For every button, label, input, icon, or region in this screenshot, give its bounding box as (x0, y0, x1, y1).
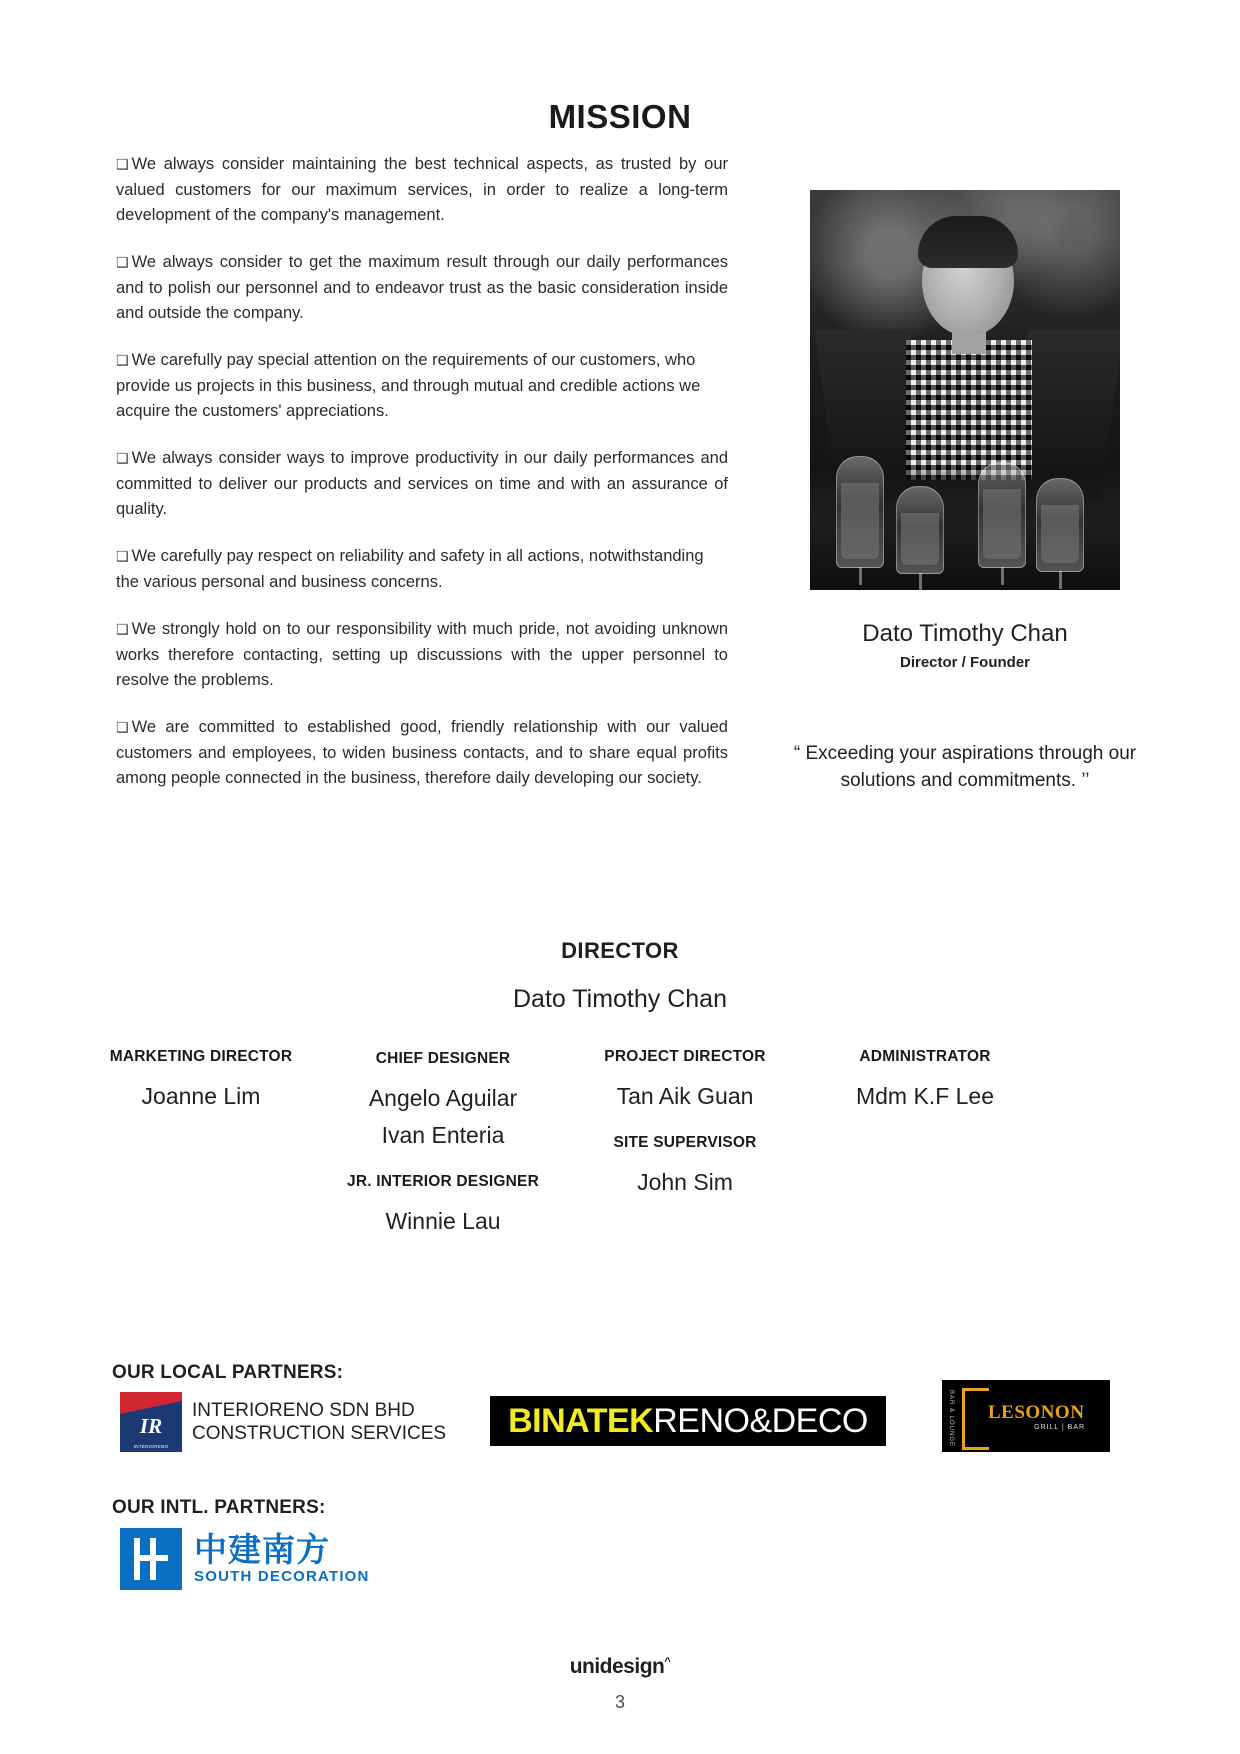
mission-text-block (116, 152, 728, 813)
mission-paragraph (116, 250, 728, 326)
south-decoration-mark-icon (120, 1528, 182, 1590)
south-decoration-wordmark (194, 1532, 370, 1586)
interioreno-wordmark (192, 1399, 446, 1445)
lesonon-subtext: GRILL | BAR (1034, 1424, 1086, 1431)
photo-shirt (906, 340, 1032, 480)
org-column-administrator (812, 1048, 1038, 1110)
lesonon-mark-icon (962, 1388, 989, 1450)
mission-paragraph-text: We carefully pay special attention on the requirements of our customers, who provide us projects in this business, and through mutual and credible actions we acquire the customers' appreciations. (116, 351, 701, 420)
mission-paragraph-text: We always consider ways to improve productivity in our daily performances and committed to deliver our products and services on time and with an assurance of quality. (116, 449, 728, 518)
badge-subtext: INTERIORENO (133, 1444, 169, 1449)
company-logo-text: unidesign (569, 1655, 665, 1678)
founder-role: Director / Founder (899, 654, 1030, 671)
bullet-icon: ❑ (116, 622, 129, 638)
founder-photo-image (810, 190, 1120, 590)
binatek-wordmark-primary: BINATEK (508, 1401, 654, 1440)
org-top-role: DIRECTOR (561, 938, 679, 963)
badge-red-stripe (120, 1392, 182, 1414)
org-subrole-label: SITE SUPERVISOR (613, 1134, 757, 1151)
mission-paragraph (116, 446, 728, 522)
bullet-icon: ❑ (116, 353, 129, 369)
south-decoration-chinese: 中建南方 (194, 1531, 330, 1568)
mission-paragraph (116, 348, 728, 424)
page-number: 3 (614, 1692, 625, 1712)
company-logo (0, 1655, 1240, 1679)
mission-paragraph-text: We always consider to get the maximum result through our daily performances and to polish our personnel and to endeavor trust as the basic consideration inside and outside the company. (116, 253, 728, 322)
company-logo-mark: ^ (664, 1656, 671, 1668)
org-role-label: CHIEF DESIGNER (375, 1050, 511, 1067)
south-decoration-logo (120, 1528, 370, 1590)
org-subrole-label: JR. INTERIOR DESIGNER (347, 1173, 539, 1190)
interioreno-line2: CONSTRUCTION SERVICES (192, 1423, 447, 1444)
org-column-project-director (572, 1048, 798, 1196)
bullet-icon: ❑ (116, 720, 129, 736)
lesonon-logo (942, 1380, 1110, 1452)
org-person-name: Winnie Lau (385, 1208, 501, 1234)
mission-paragraph (116, 715, 728, 791)
bullet-icon: ❑ (116, 451, 129, 467)
org-role-label: ADMINISTRATOR (859, 1048, 991, 1065)
org-role-label: MARKETING DIRECTOR (109, 1048, 293, 1065)
org-column-chief-designer (330, 1050, 556, 1235)
founder-name: Dato Timothy Chan (862, 620, 1068, 647)
wine-glass-icon (978, 462, 1026, 568)
lesonon-side-text: BAR & LOUNGE (948, 1390, 954, 1448)
interioreno-badge-icon (120, 1392, 182, 1452)
interioreno-logo (120, 1392, 446, 1452)
binatek-wordmark-secondary: RENO&DECO (653, 1401, 868, 1440)
mission-paragraph-text: We always consider maintaining the best technical aspects, as trusted by our valued customers for our maximum services, in order to realize a long-term development of the company's management. (116, 155, 728, 224)
south-decoration-english: SOUTH DECORATION (194, 1568, 370, 1585)
org-person-name: Joanne Lim (141, 1083, 261, 1109)
intl-partners-label: OUR INTL. PARTNERS: (112, 1497, 326, 1518)
wine-glass-icon (836, 456, 884, 568)
page-title: MISSION (548, 98, 692, 135)
org-person-name: Mdm K.F Lee (855, 1083, 995, 1109)
lesonon-wordmark: LESONON (988, 1402, 1085, 1423)
org-person-name: John Sim (637, 1169, 733, 1195)
founder-quote: “ Exceeding your aspirations through our solutions and commitments. ’’ (793, 743, 1137, 791)
local-partners-label: OUR LOCAL PARTNERS: (112, 1362, 344, 1383)
photo-hair (918, 216, 1018, 268)
wine-glass-icon (1036, 478, 1084, 572)
binatek-logo (490, 1396, 886, 1446)
mission-paragraph (116, 617, 728, 693)
org-column-marketing (88, 1048, 314, 1110)
org-top-name: Dato Timothy Chan (513, 985, 727, 1013)
org-person-name: Ivan Enteria (381, 1122, 505, 1148)
mission-paragraph-text: We carefully pay respect on reliability and safety in all actions, notwithstanding the various personal and business concerns. (116, 547, 704, 591)
bullet-icon: ❑ (116, 549, 129, 565)
mission-paragraph (116, 152, 728, 228)
mission-paragraph-text: We are committed to established good, friendly relationship with our valued customers and employees, to widen business contacts, and to share equal profits among people connected in the business, therefore daily developing our society. (116, 718, 728, 787)
org-person-name: Angelo Aguilar (368, 1085, 518, 1111)
org-role-label: PROJECT DIRECTOR (604, 1048, 766, 1065)
bullet-icon: ❑ (116, 255, 129, 271)
wine-glass-icon (896, 486, 944, 574)
badge-initials: IR (139, 1414, 163, 1438)
mission-paragraph-text: We strongly hold on to our responsibility with much pride, not avoiding unknown works therefore contacting, setting up discussions with the upper personnel to resolve the problems. (116, 620, 728, 689)
founder-photo (810, 190, 1120, 590)
bullet-icon: ❑ (116, 157, 129, 173)
mission-paragraph (116, 544, 728, 595)
interioreno-line1: INTERIORENO SDN BHD (192, 1400, 415, 1421)
org-person-name: Tan Aik Guan (616, 1083, 754, 1109)
